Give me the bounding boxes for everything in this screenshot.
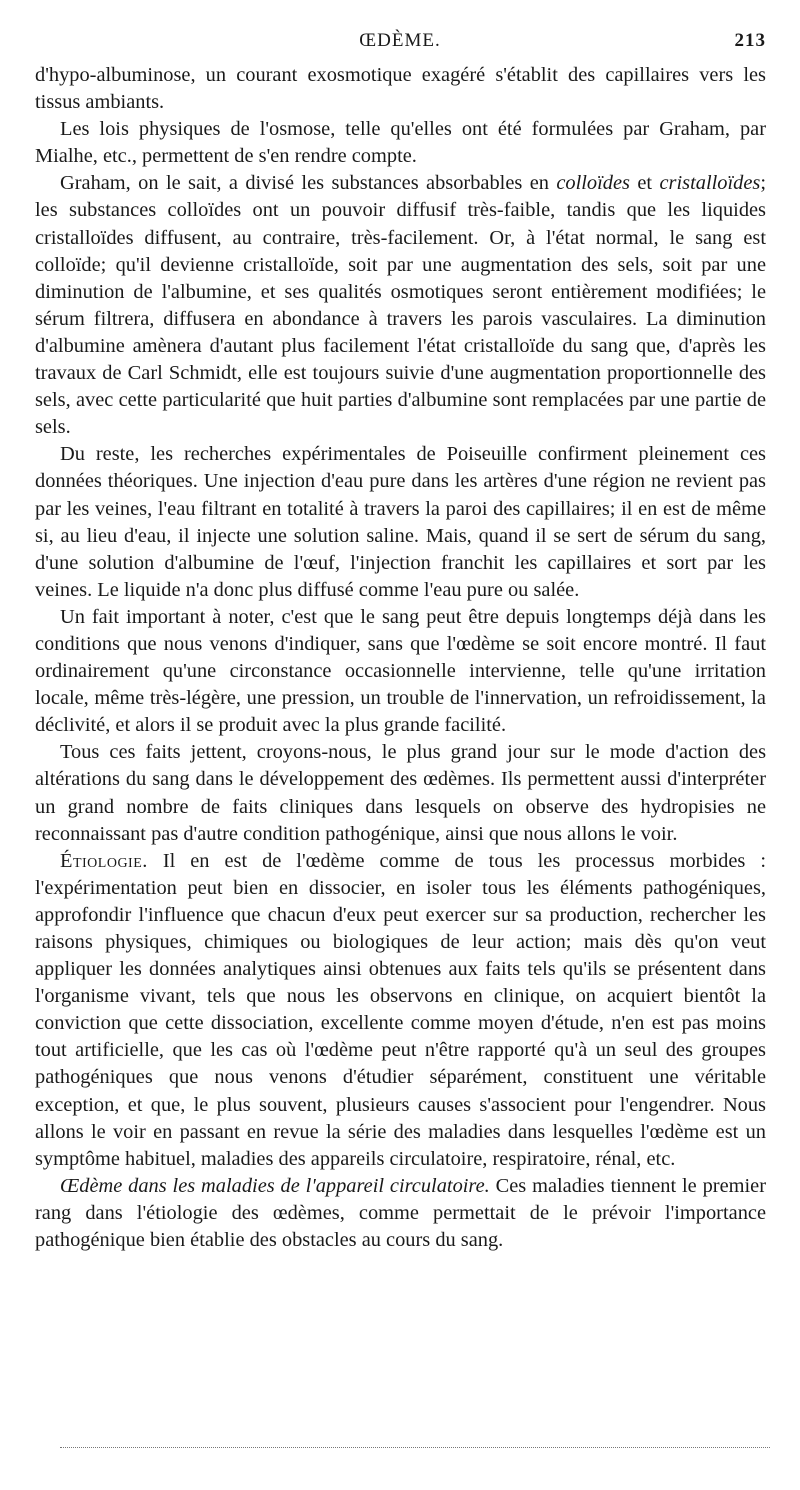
- paragraph-circulatory: [35, 1173, 766, 1254]
- paragraph-all-facts: [35, 739, 766, 847]
- paragraph-poiseuille: [35, 441, 766, 604]
- paragraph-text: Du reste, les recherches expérimentales de Poiseuille confirment pleinement ces données théoriques. Une injection d'eau pure dans les artères d'une région ne revient pas par les veines, l'eau filtrant en totalité à travers la paroi des capillaires; il en est de même si, au lieu d'eau, il injecte une solution saline. Mais, quand il se sert de sérum du sang, d'une solution d'albumine de l'œuf, l'injection franchit les capillaires et sort par les veines. Le liquide n'a donc plus diffusé comme l'eau pure ou salée.: [35, 443, 766, 601]
- paragraph-graham: [35, 170, 766, 441]
- paragraph-text: ; les substances colloïdes ont un pouvoir diffusif très-faible, tandis que les liquides cristalloïdes diffusent, au contraire, très-facilement. Or, à l'état normal, le sang est colloïde; qu'il devienne cristalloïde, soit par une augmentation des sels, soit par une diminution de l'albumine, et ses qualités osmotiques seront entièrement modifiées; le sérum filtrera, diffusera en abondance à travers les parois vasculaires. La diminution d'albumine amènera d'autant plus facilement l'état cristalloïde du sang que, d'après les travaux de Carl Schmidt, elle est toujours suivie d'une augmentation proportionnelle des sels, avec cette particularité que huit parties d'albumine sont remplacées par une partie de sels.: [35, 172, 766, 439]
- paragraph-text: Les lois physiques de l'osmose, telle qu'elles ont été formulées par Graham, par Mialhe, etc., permettent de s'en rendre compte.: [35, 118, 766, 168]
- page-number: 213: [734, 30, 766, 51]
- running-head: [0, 30, 800, 54]
- paragraph-text: Graham, on le sait, a divisé les substances absorbables en: [60, 172, 557, 195]
- paragraph-etiologie: [35, 848, 766, 1173]
- section-heading-etiologie: Étiologie.: [60, 849, 148, 872]
- paragraph-osmosis-laws: [35, 116, 766, 170]
- running-title: ŒDÈME.: [359, 30, 441, 51]
- subsection-heading-circulatory: Œdème dans les maladies de l'appareil circulatoire.: [60, 1174, 490, 1197]
- paragraph-text: Ces maladies tiennent le premier rang dans l'étiologie des œdèmes, comme permettait de le prévoir l'importance pathogénique bien établie des obstacles au cours du sang.: [35, 1174, 766, 1252]
- paragraph-text: Un fait important à noter, c'est que le sang peut être depuis longtemps déjà dans les conditions que nous venons d'indiquer, sans que l'œdème se soit encore montré. Il faut ordinairement qu'une circonstance occasionnelle intervienne, telle qu'une irritation locale, même très-légère, une pression, un trouble de l'innervation, un refroidissement, la déclivité, et alors il se produit avec la plus grande facilité.: [35, 605, 766, 737]
- term-colloides: colloïdes: [556, 172, 630, 195]
- paragraph-text: et: [629, 172, 660, 195]
- paragraph-text: d'hypo-albuminose, un courant exosmotique exagéré s'établit des capillaires vers les tissus ambiants.: [35, 64, 766, 114]
- paragraph-text: Tous ces faits jettent, croyons-nous, le plus grand jour sur le mode d'action des altérations du sang dans le développement des œdèmes. Ils permettent aussi d'interpréter un grand nombre de faits cliniques dans lesquels on observe des hydropisies ne reconnaissant pas d'autre condition pathogénique, ainsi que nous allons le voir.: [35, 741, 766, 845]
- body-text: [35, 62, 766, 1254]
- paragraph-continuation: [35, 62, 766, 116]
- footer-dotted-rule: [60, 1447, 770, 1448]
- paragraph-important-fact: [35, 604, 766, 739]
- term-cristalloides: cristalloïdes: [659, 172, 761, 195]
- paragraph-text: Il en est de l'œdème comme de tous les processus morbides : l'expérimentation peut bien en dissocier, en isoler tous les éléments pathogéniques, approfondir l'influence que chacun d'eux peut exercer sur sa production, rechercher les raisons physiques, chimiques ou biologiques de leur action; mais dès qu'on veut appliquer les données analytiques ainsi obtenues aux faits tels qu'ils se présentent dans l'organisme vivant, tels que nous les observons en clinique, on acquiert bientôt la conviction que cette dissociation, excellente comme moyen d'étude, n'en est pas moins tout artificielle, que les cas où l'œdème peut n'être rapporté qu'à un seul des groupes pathogéniques que nous venons d'étudier séparément, constituent une véritable exception, et que, le plus souvent, plusieurs causes s'associent pour l'engendrer. Nous allons le voir en passant en revue la série des maladies dans lesquelles l'œdème est un symptôme habituel, maladies des appareils circulatoire, respiratoire, rénal, etc.: [35, 849, 766, 1170]
